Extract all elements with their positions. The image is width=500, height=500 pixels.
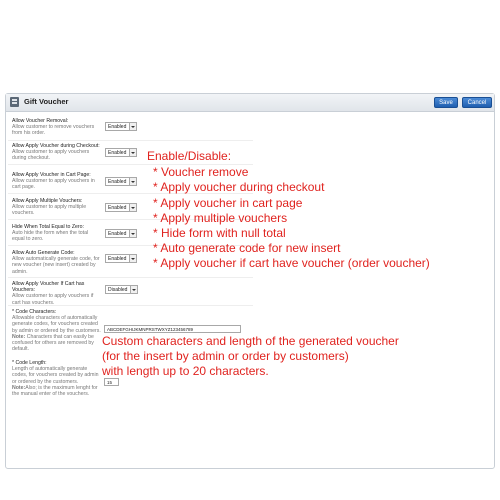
module-icon bbox=[10, 97, 19, 107]
annotation-item: * Auto generate code for new insert bbox=[153, 241, 341, 255]
setting-label bbox=[12, 250, 102, 275]
apply-cart-select[interactable] bbox=[105, 177, 137, 186]
save-button[interactable]: Save bbox=[434, 97, 458, 108]
setting-help: Allow automatically generate code, for new voucher (new insert) created by admin. bbox=[12, 256, 100, 275]
chevron-down-icon bbox=[129, 123, 136, 130]
setting-help bbox=[12, 366, 102, 397]
help-text: Length of automatically generate codes, for vouchers created by admin or ordered by the customers. bbox=[12, 366, 99, 385]
panel-header bbox=[6, 94, 494, 112]
note-label: Note: bbox=[12, 333, 26, 340]
setting-label bbox=[12, 172, 102, 191]
setting-help: Allow customer to apply vouchers in cart page. bbox=[12, 178, 95, 191]
code-length-input[interactable]: 15 bbox=[104, 378, 119, 386]
select-value: Enabled bbox=[108, 256, 127, 262]
setting-help: Allow customer to remove vouchers from his order. bbox=[12, 124, 95, 137]
chevron-down-icon bbox=[129, 255, 136, 262]
hide-zero-total-select[interactable] bbox=[105, 229, 137, 238]
select-value: Enabled bbox=[108, 179, 127, 185]
setting-title: Allow Apply Multiple Vouchers: bbox=[12, 198, 83, 204]
setting-label bbox=[12, 360, 102, 397]
setting-title: Allow Apply Voucher in Cart Page: bbox=[12, 172, 91, 178]
setting-title: Allow Voucher Removal: bbox=[12, 118, 69, 124]
page-title: Gift Voucher bbox=[24, 97, 69, 106]
annotation-item: * Hide form with null total bbox=[153, 226, 286, 240]
annotation-custom-line: (for the insert by admin or order by customers) bbox=[102, 349, 349, 363]
annotation-custom-line: Custom characters and length of the generated voucher bbox=[102, 334, 399, 348]
setting-title: Allow Apply Voucher during Checkout: bbox=[12, 143, 100, 149]
setting-title: * Code Characters: bbox=[12, 309, 57, 315]
apply-checkout-select[interactable] bbox=[105, 148, 137, 157]
code-characters-input[interactable]: ABCDEFGHIJKMNPRSTWXYZ123456789 bbox=[104, 325, 241, 333]
annotation-item: * Apply voucher if cart have voucher (order voucher) bbox=[153, 256, 430, 270]
chevron-down-icon bbox=[129, 178, 136, 185]
setting-label bbox=[12, 224, 102, 243]
chevron-down-icon bbox=[129, 230, 136, 237]
setting-label bbox=[12, 198, 102, 217]
setting-help: Allow customer to apply vouchers during checkout. bbox=[12, 149, 90, 162]
chevron-down-icon bbox=[129, 149, 136, 156]
setting-help: Auto hide the form when the total equal to zero. bbox=[12, 230, 89, 243]
setting-title: Hide When Total Equal to Zero: bbox=[12, 224, 84, 230]
setting-help: Allow customer to apply multiple vouchers. bbox=[12, 204, 87, 217]
select-value: Enabled bbox=[108, 124, 127, 130]
annotation-item: * Apply multiple vouchers bbox=[153, 211, 288, 225]
setting-label bbox=[12, 309, 102, 352]
select-value: Enabled bbox=[108, 205, 127, 211]
setting-label bbox=[12, 281, 102, 306]
select-value: Enabled bbox=[108, 231, 127, 237]
auto-generate-select[interactable] bbox=[105, 254, 137, 263]
setting-title: Allow Auto Generate Code: bbox=[12, 250, 75, 256]
setting-title: * Code Length: bbox=[12, 360, 47, 366]
setting-row-cart-has-vouchers bbox=[8, 279, 253, 306]
cancel-button[interactable]: Cancel bbox=[462, 97, 492, 108]
setting-help: Allow customer to apply vouchers if cart has vouchers. bbox=[12, 293, 94, 306]
multiple-vouchers-select[interactable] bbox=[105, 203, 137, 212]
setting-row-voucher-removal bbox=[8, 116, 253, 141]
voucher-removal-select[interactable] bbox=[105, 122, 137, 131]
setting-label bbox=[12, 118, 102, 137]
note-text: Characters that can easily be confused for others are removed by default. bbox=[12, 333, 94, 353]
annotation-custom-line: with length up to 20 characters. bbox=[102, 364, 269, 378]
help-text: Allowable characters of automatically generate codes, for vouchers created by admin or ordered by the customers. bbox=[12, 315, 101, 334]
setting-title: Allow Apply Voucher If Cart has Vouchers: bbox=[12, 281, 85, 294]
chevron-down-icon bbox=[130, 286, 137, 293]
select-value: Enabled bbox=[108, 150, 127, 156]
setting-label bbox=[12, 143, 102, 162]
annotation-heading: Enable/Disable: bbox=[147, 149, 232, 163]
annotation-item: * Apply voucher during checkout bbox=[153, 180, 325, 194]
annotation-item: * Voucher remove bbox=[153, 165, 249, 179]
note-label: Note: bbox=[12, 384, 26, 391]
cart-has-vouchers-select[interactable] bbox=[105, 285, 138, 294]
select-value: Disabled bbox=[108, 287, 128, 293]
chevron-down-icon bbox=[129, 204, 136, 211]
note-text: Also; is the maximum lenght for the manual enter of the vouchers. bbox=[12, 384, 98, 398]
setting-help bbox=[12, 315, 102, 352]
annotation-item: * Apply voucher in cart page bbox=[153, 196, 303, 210]
gift-voucher-panel bbox=[5, 93, 495, 469]
